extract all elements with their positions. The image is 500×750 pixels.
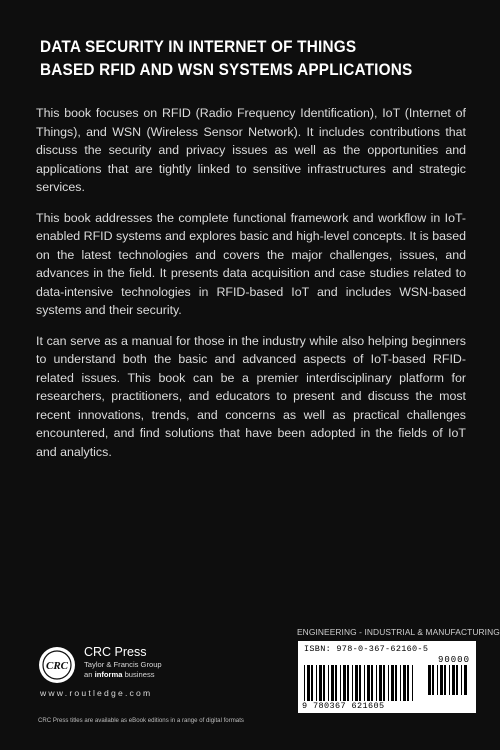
book-title (40, 36, 440, 82)
blurb-paragraph-2: This book addresses the complete functional framework and workflow in IoT-enabled RFID systems and explores basic and high-level concepts. It is based on the latest technologies and covers the major challenges, issues, and advances in the field. It presents data acquisition and case studies related to data-intensive technologies in RFID-based IoT and includes WSN-based systems and their security. (36, 210, 466, 317)
blurb-paragraph-1: This book focuses on RFID (Radio Frequency Identification), IoT (Internet of Things), and WSN (Wireless Sensor Network). It includes contributions that discuss the security and privacy issues as well as the opportunities and applications that are tightly linked to sensitive infrastructures and strategic services. (36, 106, 466, 194)
isbn-text: ISBN: 978-0-367-62160-5 (304, 644, 429, 654)
publisher-name: CRC Press (84, 645, 147, 659)
publisher-block (84, 645, 162, 680)
price-code: 90000 (437, 655, 470, 665)
informa-prefix: an (84, 670, 93, 679)
publisher-website[interactable]: www.routledge.com (40, 688, 153, 698)
addon-barcode (428, 665, 470, 695)
blurb (36, 104, 466, 473)
informa-suffix: business (124, 670, 155, 679)
crc-logo-text: CRC (45, 660, 69, 672)
subject-category: ENGINEERING - INDUSTRIAL & MANUFACTURING (297, 627, 500, 637)
informa-brand: informa (94, 670, 123, 679)
barcode-digits: 9 780367 621605 (302, 701, 385, 711)
ean-barcode (304, 665, 416, 701)
informa-line (84, 670, 162, 680)
blurb-paragraph-3: It can serve as a manual for those in the industry while also helping beginners to understand both the basic and advanced aspects of IoT-based RFID-related issues. This book can be a premier interdisciplinary platform for researchers, practitioners, and educators to present and discuss the most recent innovations, trends, and concerns as well as practical challenges encountered, and find solutions that have been adopted in the fields of IoT and analytics. (36, 333, 466, 459)
book-title-line-2: BASED RFID AND WSN SYSTEMS APPLICATIONS (40, 61, 413, 79)
barcode-panel (298, 641, 476, 713)
crc-logo-icon (38, 646, 76, 684)
crc-logo (38, 646, 76, 684)
book-title-line-1: DATA SECURITY IN INTERNET OF THINGS (40, 38, 357, 56)
ebook-note: CRC Press titles are available as eBook editions in a range of digital formats (38, 717, 244, 724)
publisher-group: Taylor & Francis Group (84, 660, 162, 669)
